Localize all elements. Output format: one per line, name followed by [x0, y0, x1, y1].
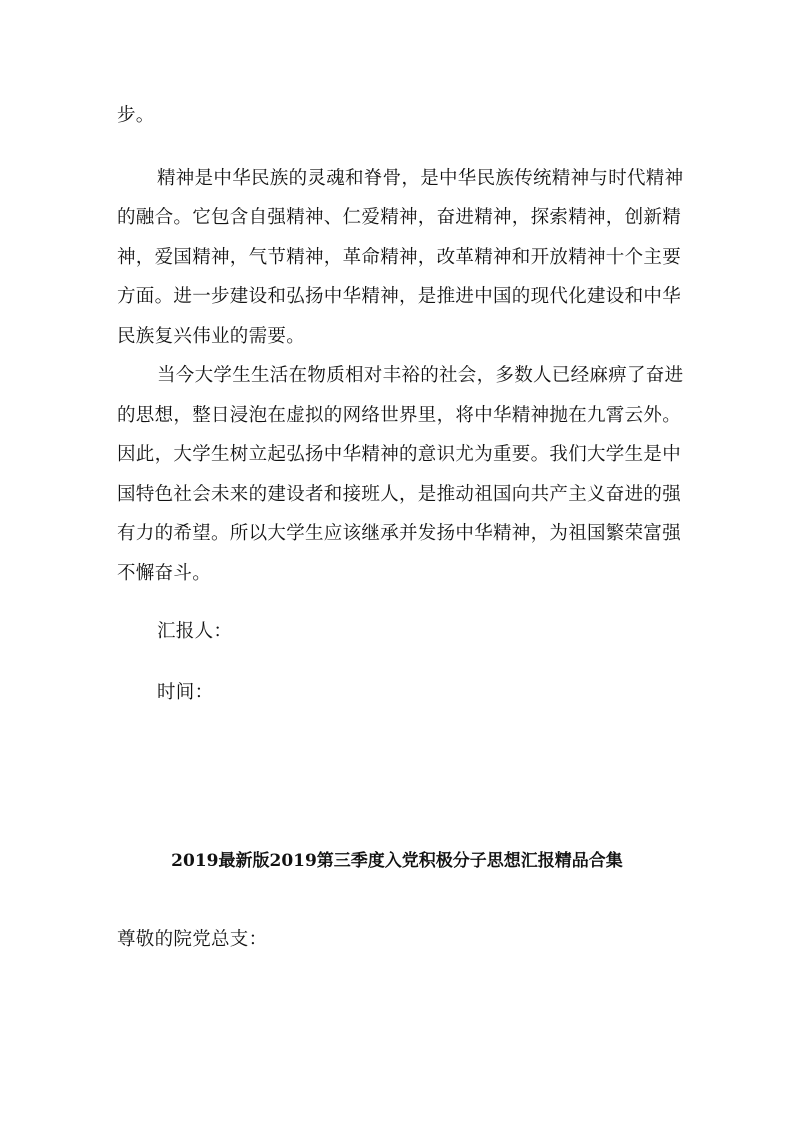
paragraph1-line: 神，爱国精神，气节精神，革命精神，改革精神和开放精神十个主要 — [117, 247, 682, 268]
paragraph1-line: 方面。进一步建设和弘扬中华精神，是推进中国的现代化建设和中华 — [117, 286, 682, 307]
paragraph1-line: 精神是中华民族的灵魂和脊骨，是中华民族传统精神与时代精神 — [157, 168, 684, 189]
reporter-label: 汇报人： — [157, 621, 233, 642]
document-title: 2019最新版2019第三季度入党积极分子思想汇报精品合集 — [171, 851, 623, 871]
paragraph2-line: 的思想，整日浸泡在虚拟的网络世界里，将中华精神抛在九霄云外。 — [117, 405, 682, 426]
paragraph2-line: 当今大学生生活在物质相对丰裕的社会，多数人已经麻痹了奋进 — [157, 365, 684, 386]
paragraph2-line: 有力的希望。所以大学生应该继承并发扬中华精神，为祖国繁荣富强 — [117, 523, 682, 544]
paragraph1-line: 民族复兴伟业的需要。 — [117, 326, 306, 347]
paragraph2-line: 因此，大学生树立起弘扬中华精神的意识尤为重要。我们大学生是中 — [117, 444, 682, 465]
paragraph2-line: 不懈奋斗。 — [117, 563, 212, 584]
salutation: 尊敬的院党总支： — [117, 929, 268, 950]
time-label: 时间： — [157, 682, 214, 703]
continuation-text: 步。 — [117, 105, 155, 126]
paragraph2-line: 国特色社会未来的建设者和接班人，是推动祖国向共产主义奋进的强 — [117, 484, 682, 505]
paragraph1-line: 的融合。它包含自强精神、仁爱精神，奋进精神，探索精神，创新精 — [117, 207, 682, 228]
